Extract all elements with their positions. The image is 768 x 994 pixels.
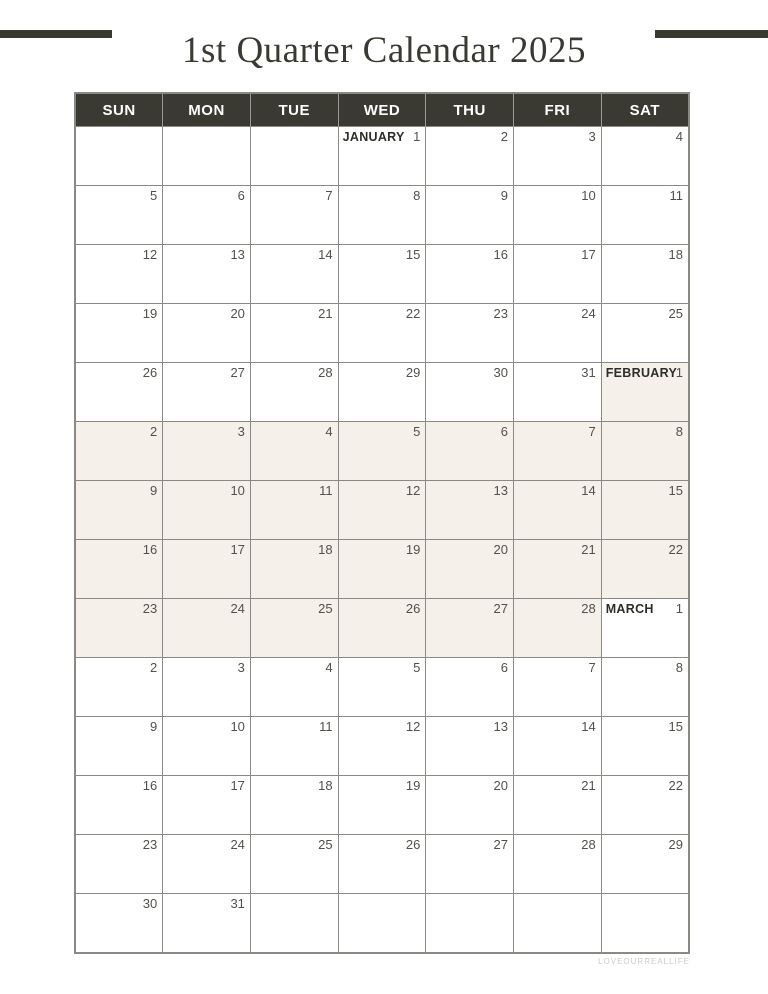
day-cell: [426, 717, 514, 776]
day-number: 9: [500, 188, 509, 203]
day-cell: [338, 127, 426, 186]
day-number: 5: [413, 660, 421, 675]
week-row-8: [75, 540, 689, 599]
day-cell: [163, 245, 251, 304]
day-cell: [601, 127, 689, 186]
day-number: 20: [493, 778, 509, 793]
day-cell: [514, 245, 602, 304]
day-number: 20: [493, 542, 509, 557]
day-number: 12: [405, 483, 421, 498]
day-number: 3: [588, 129, 596, 144]
day-cell: [601, 835, 689, 894]
day-cell: [426, 776, 514, 835]
day-number: 8: [413, 188, 421, 203]
day-cell: [426, 304, 514, 363]
day-cell: [75, 540, 163, 599]
day-number: 11: [669, 188, 683, 203]
day-cell: [514, 658, 602, 717]
day-cell: [514, 540, 602, 599]
day-number: 31: [230, 896, 245, 911]
day-number: 3: [237, 660, 245, 675]
day-number: 10: [230, 719, 245, 734]
day-cell: [338, 186, 426, 245]
weekday-header-tue: TUE: [250, 93, 338, 127]
day-number: 29: [668, 837, 683, 852]
day-cell: [338, 717, 426, 776]
day-number: 8: [675, 660, 683, 675]
day-cell: [514, 304, 602, 363]
weekday-header-fri: FRI: [514, 93, 602, 127]
day-number: 18: [318, 778, 333, 793]
empty-day-cell: [250, 894, 338, 954]
day-number: 12: [405, 719, 421, 734]
day-cell: [250, 540, 338, 599]
day-cell: [514, 422, 602, 481]
day-cell: [75, 717, 163, 776]
day-cell: [601, 776, 689, 835]
week-row-12: [75, 776, 689, 835]
day-number: 7: [588, 424, 596, 439]
day-number: 1: [675, 365, 683, 380]
day-cell: [163, 540, 251, 599]
day-number: 28: [581, 837, 596, 852]
day-cell: [250, 481, 338, 540]
day-number: 22: [668, 778, 683, 793]
week-row-2: [75, 186, 689, 245]
day-cell: [163, 658, 251, 717]
day-cell: [426, 363, 514, 422]
day-cell: [250, 776, 338, 835]
day-cell: [514, 363, 602, 422]
day-number: 6: [500, 424, 509, 439]
day-number: 26: [405, 837, 421, 852]
day-number: 15: [405, 247, 421, 262]
day-cell: [250, 835, 338, 894]
day-number: 17: [230, 778, 245, 793]
day-number: 13: [493, 719, 509, 734]
day-cell: [426, 835, 514, 894]
day-cell: [601, 304, 689, 363]
empty-day-cell: [250, 127, 338, 186]
day-number: 24: [230, 601, 245, 616]
day-cell: [163, 835, 251, 894]
title-accent-bar-right: [655, 30, 768, 38]
day-cell: [426, 481, 514, 540]
day-number: 6: [500, 660, 509, 675]
day-cell: [338, 245, 426, 304]
day-cell: [338, 835, 426, 894]
day-cell: [163, 304, 251, 363]
day-number: 14: [581, 483, 596, 498]
day-cell: [338, 304, 426, 363]
day-cell: [426, 186, 514, 245]
month-label: MARCH: [605, 602, 654, 616]
day-number: 11: [319, 719, 333, 734]
day-number: 12: [142, 247, 158, 262]
day-number: 5: [413, 424, 421, 439]
empty-day-cell: [338, 894, 426, 954]
day-number: 1: [675, 601, 683, 616]
day-number: 11: [319, 483, 333, 498]
day-number: 2: [149, 660, 158, 675]
day-number: 4: [325, 660, 333, 675]
day-number: 26: [142, 365, 158, 380]
day-number: 13: [230, 247, 245, 262]
day-number: 30: [493, 365, 509, 380]
day-number: 31: [581, 365, 596, 380]
week-row-5: [75, 363, 689, 422]
weekday-header-wed: WED: [338, 93, 426, 127]
day-number: 22: [668, 542, 683, 557]
day-number: 23: [142, 837, 158, 852]
day-cell: [601, 363, 689, 422]
day-cell: [338, 540, 426, 599]
day-cell: [75, 422, 163, 481]
day-cell: [514, 186, 602, 245]
day-cell: [601, 658, 689, 717]
day-cell: [514, 776, 602, 835]
day-cell: [514, 717, 602, 776]
day-number: 15: [668, 719, 683, 734]
day-number: 25: [668, 306, 683, 321]
week-row-4: [75, 304, 689, 363]
day-cell: [250, 363, 338, 422]
weekday-header: [75, 93, 689, 127]
day-cell: [250, 599, 338, 658]
day-cell: [426, 245, 514, 304]
day-number: 23: [142, 601, 158, 616]
empty-day-cell: [75, 127, 163, 186]
day-cell: [426, 127, 514, 186]
empty-day-cell: [514, 894, 602, 954]
day-cell: [75, 599, 163, 658]
day-cell: [338, 422, 426, 481]
day-cell: [75, 363, 163, 422]
day-cell: [601, 481, 689, 540]
day-number: 4: [675, 129, 683, 144]
day-number: 21: [581, 542, 596, 557]
day-cell: [514, 599, 602, 658]
day-number: 10: [581, 188, 596, 203]
day-number: 27: [493, 601, 509, 616]
day-number: 15: [668, 483, 683, 498]
day-cell: [163, 776, 251, 835]
day-number: 10: [230, 483, 245, 498]
week-row-6: [75, 422, 689, 481]
weekday-header-mon: MON: [163, 93, 251, 127]
day-cell: [75, 776, 163, 835]
day-cell: [75, 894, 163, 954]
week-row-10: [75, 658, 689, 717]
day-number: 2: [500, 129, 509, 144]
day-cell: [75, 186, 163, 245]
day-number: 3: [237, 424, 245, 439]
day-number: 23: [493, 306, 509, 321]
day-number: 22: [405, 306, 421, 321]
day-cell: [163, 363, 251, 422]
day-number: 17: [581, 247, 596, 262]
day-cell: [426, 540, 514, 599]
quarter-calendar-grid: [74, 92, 690, 954]
day-cell: [75, 481, 163, 540]
day-cell: [601, 186, 689, 245]
week-row-7: [75, 481, 689, 540]
day-cell: [250, 245, 338, 304]
day-cell: [426, 422, 514, 481]
week-row-13: [75, 835, 689, 894]
day-cell: [163, 599, 251, 658]
day-cell: [250, 304, 338, 363]
day-number: 2: [149, 424, 158, 439]
weekday-header-row: [75, 93, 689, 127]
week-row-9: [75, 599, 689, 658]
day-number: 1: [413, 129, 421, 144]
day-number: 29: [405, 365, 421, 380]
day-number: 5: [149, 188, 158, 203]
day-cell: [338, 599, 426, 658]
day-cell: [426, 658, 514, 717]
day-number: 9: [149, 719, 158, 734]
day-cell: [514, 127, 602, 186]
day-number: 9: [149, 483, 158, 498]
day-number: 21: [581, 778, 596, 793]
day-cell: [163, 481, 251, 540]
day-number: 14: [581, 719, 596, 734]
day-cell: [75, 304, 163, 363]
day-cell: [250, 658, 338, 717]
watermark-text: LOVEOURREALLIFE: [598, 957, 690, 966]
week-row-11: [75, 717, 689, 776]
day-cell: [163, 422, 251, 481]
day-number: 30: [142, 896, 158, 911]
day-number: 24: [581, 306, 596, 321]
day-number: 19: [405, 542, 421, 557]
day-number: 17: [230, 542, 245, 557]
empty-day-cell: [426, 894, 514, 954]
day-cell: [250, 717, 338, 776]
day-number: 8: [675, 424, 683, 439]
day-number: 24: [230, 837, 245, 852]
day-number: 26: [405, 601, 421, 616]
day-number: 28: [581, 601, 596, 616]
day-cell: [163, 186, 251, 245]
day-number: 27: [493, 837, 509, 852]
empty-day-cell: [601, 894, 689, 954]
day-cell: [514, 835, 602, 894]
day-number: 19: [405, 778, 421, 793]
day-cell: [514, 481, 602, 540]
day-cell: [338, 776, 426, 835]
day-cell: [75, 245, 163, 304]
day-cell: [601, 540, 689, 599]
day-number: 7: [588, 660, 596, 675]
day-number: 28: [318, 365, 333, 380]
day-number: 20: [230, 306, 245, 321]
day-number: 6: [237, 188, 245, 203]
weekday-header-sun: SUN: [75, 93, 163, 127]
day-number: 25: [318, 837, 333, 852]
day-cell: [75, 658, 163, 717]
day-number: 4: [325, 424, 333, 439]
week-row-1: [75, 127, 689, 186]
day-cell: [601, 599, 689, 658]
day-cell: [338, 658, 426, 717]
day-number: 16: [493, 247, 509, 262]
day-number: 21: [318, 306, 333, 321]
day-cell: [601, 245, 689, 304]
calendar-weeks: [75, 127, 689, 954]
day-cell: [601, 422, 689, 481]
month-label: FEBRUARY: [605, 366, 678, 380]
day-number: 13: [493, 483, 509, 498]
day-number: 7: [325, 188, 333, 203]
day-cell: [338, 481, 426, 540]
empty-day-cell: [163, 127, 251, 186]
day-number: 19: [142, 306, 158, 321]
weekday-header-sat: SAT: [601, 93, 689, 127]
day-number: 18: [318, 542, 333, 557]
day-cell: [426, 599, 514, 658]
day-cell: [75, 835, 163, 894]
day-number: 16: [142, 542, 158, 557]
page-title: 1st Quarter Calendar 2025: [182, 29, 586, 71]
day-number: 16: [142, 778, 158, 793]
day-number: 14: [318, 247, 333, 262]
day-cell: [601, 717, 689, 776]
month-label: JANUARY: [342, 130, 405, 144]
weekday-header-thu: THU: [426, 93, 514, 127]
day-cell: [163, 894, 251, 954]
day-cell: [163, 717, 251, 776]
day-cell: [338, 363, 426, 422]
day-cell: [250, 186, 338, 245]
day-number: 27: [230, 365, 245, 380]
week-row-3: [75, 245, 689, 304]
day-number: 18: [668, 247, 683, 262]
day-number: 25: [318, 601, 333, 616]
week-row-14: [75, 894, 689, 954]
day-cell: [250, 422, 338, 481]
